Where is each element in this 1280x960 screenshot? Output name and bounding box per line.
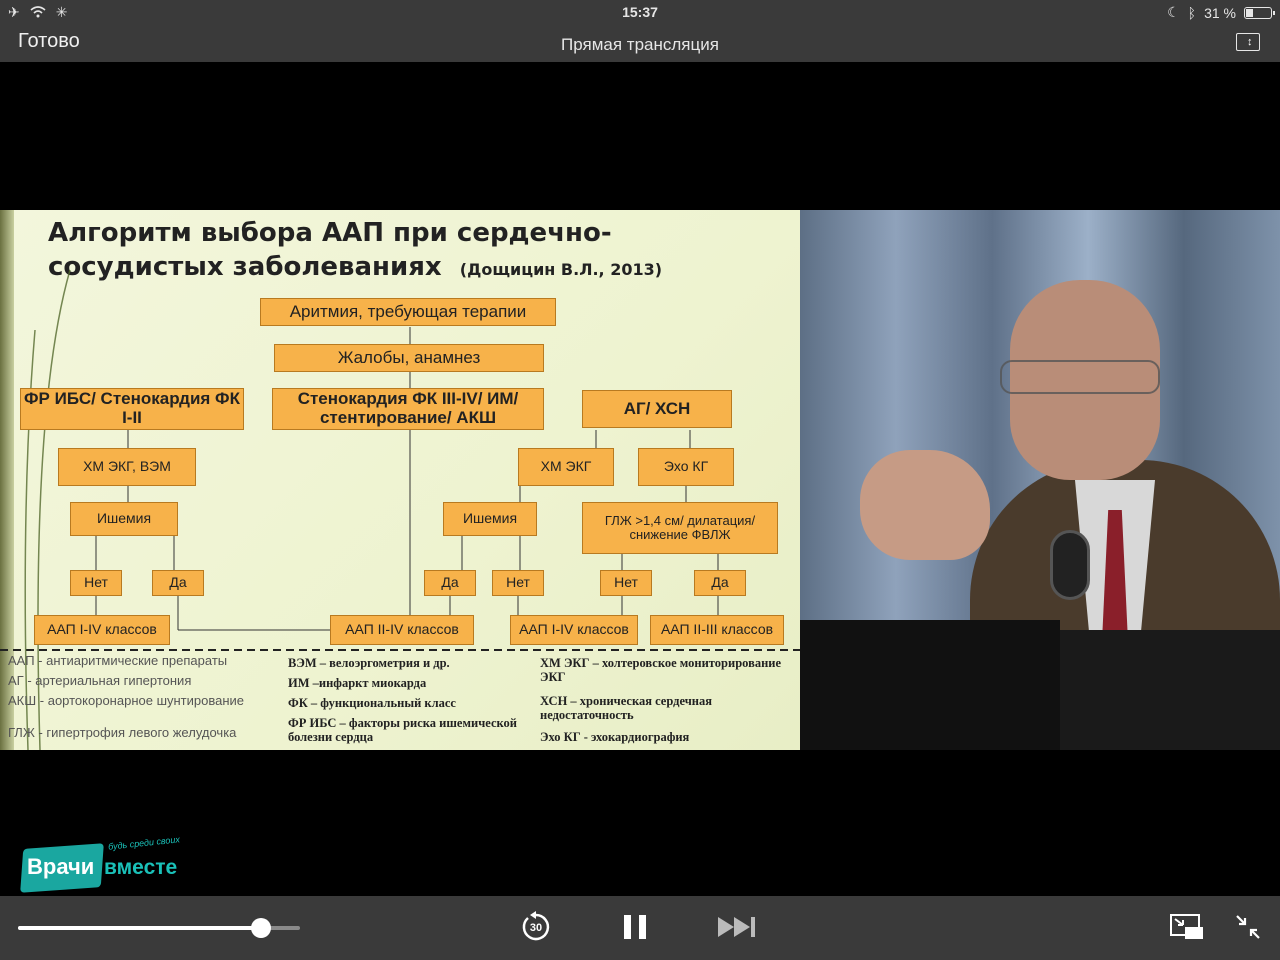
- progress-slider[interactable]: [18, 926, 300, 930]
- battery-percent: 31 %: [1204, 4, 1236, 21]
- box-glzh: ГЛЖ >1,4 см/ дилатация/ снижение ФВЛЖ: [582, 502, 778, 554]
- box-ag-hsn: АГ/ ХСН: [582, 390, 732, 428]
- box-holter: ХМ ЭКГ: [518, 448, 614, 486]
- box-complaints: Жалобы, анамнез: [274, 344, 544, 372]
- moon-icon: ☾: [1167, 4, 1180, 20]
- laptop: [800, 620, 1060, 750]
- slide-citation: (Дощицин В.Л., 2013): [459, 260, 663, 279]
- box-no-2: Нет: [492, 570, 544, 596]
- legend-item: ААП - антиаритмические препараты: [8, 653, 228, 668]
- top-bar: [0, 0, 1280, 62]
- share-icon[interactable]: ↕: [1236, 33, 1260, 51]
- activity-icon: ✳: [55, 4, 68, 20]
- box-aap-1-4-left: ААП I-IV классов: [34, 615, 170, 645]
- logo-tagline: будь среди своих: [107, 834, 181, 852]
- box-aap-1-4-right: ААП I-IV классов: [510, 615, 638, 645]
- box-stenocardia: Стенокардия ФК III-IV/ ИМ/ стентирование/ АКШ: [272, 388, 544, 430]
- legend-item: АГ - артериальная гипертония: [8, 673, 192, 688]
- exit-fullscreen-button[interactable]: [1232, 910, 1264, 944]
- collapse-icon: [1234, 913, 1262, 941]
- box-yes-3: Да: [694, 570, 746, 596]
- legend-col2: [288, 656, 528, 748]
- legend-item: ХСН – хроническая сердечная недостаточность: [540, 694, 712, 722]
- battery-icon: [1244, 7, 1272, 19]
- box-fr-ibs: ФР ИБС/ Стенокардия ФК I-II: [20, 388, 244, 430]
- presentation-slide: [0, 210, 800, 750]
- box-ischemia-left: Ишемия: [70, 502, 178, 536]
- box-aap-2-3: ААП II-III классов: [650, 615, 784, 645]
- box-yes-1: Да: [152, 570, 204, 596]
- nav-title: Прямая трансляция: [561, 35, 719, 54]
- channel-logo: [22, 834, 192, 890]
- progress-knob[interactable]: [251, 918, 271, 938]
- box-aap-2-4: ААП II-IV классов: [330, 615, 474, 645]
- video-player[interactable]: [0, 62, 1280, 896]
- logo-word1: Врачи: [27, 854, 95, 879]
- speaker-hand: [860, 450, 990, 560]
- airplane-icon: ✈: [8, 4, 20, 20]
- legend-col1: [8, 654, 278, 746]
- legend-item: ВЭМ – велоэргометрия и др.: [288, 656, 450, 670]
- legend-item: ХМ ЭКГ – холтеровское мониторирование ЭКГ: [540, 656, 782, 684]
- speaker-video: [800, 210, 1280, 750]
- bluetooth-icon: ᛒ: [1187, 4, 1197, 21]
- skip-back-button[interactable]: [518, 910, 554, 944]
- legend-item: АКШ - аортокоронарное шунтирование: [8, 693, 245, 708]
- slide-title-line1: Алгоритм выбора ААП при сердечно-: [48, 218, 612, 248]
- skip-back-label: 30: [529, 922, 543, 934]
- legend-item: ГЛЖ - гипертрофия левого желудочка: [8, 725, 237, 740]
- status-time: 15:37: [622, 4, 658, 20]
- box-yes-2: Да: [424, 570, 476, 596]
- legend-item: ФР ИБС – факторы риска ишемической болезни сердца: [288, 716, 517, 744]
- pip-icon: [1169, 913, 1205, 941]
- picture-in-picture-button[interactable]: [1168, 910, 1206, 944]
- skip-forward-button[interactable]: [714, 910, 762, 944]
- box-arrhythmia: Аритмия, требующая терапии: [260, 298, 556, 326]
- legend-item: ФК – функциональный класс: [288, 696, 456, 710]
- speaker-glasses: [1000, 360, 1160, 394]
- legend-item: Эхо КГ - эхокардиография: [540, 730, 690, 744]
- legend-col3: [540, 656, 790, 750]
- status-right: [1167, 4, 1272, 21]
- box-ischemia-mid: Ишемия: [443, 502, 537, 536]
- skip-back-30-icon: [519, 910, 553, 944]
- done-button[interactable]: Готово: [18, 30, 80, 52]
- player-controls: [0, 896, 1280, 960]
- box-echo: Эхо КГ: [638, 448, 734, 486]
- box-no-3: Нет: [600, 570, 652, 596]
- box-no-1: Нет: [70, 570, 122, 596]
- logo-word2: вместе: [104, 856, 178, 879]
- slide-title-line2: сосудистых заболеваниях: [48, 252, 442, 282]
- legend-item: ИМ –инфаркт миокарда: [288, 676, 427, 690]
- box-holter-vem: ХМ ЭКГ, ВЭМ: [58, 448, 196, 486]
- pause-icon: [620, 912, 650, 942]
- skip-forward-icon: [716, 914, 760, 940]
- microphone: [1050, 530, 1090, 600]
- progress-played: [18, 926, 261, 930]
- pause-button[interactable]: [618, 910, 652, 944]
